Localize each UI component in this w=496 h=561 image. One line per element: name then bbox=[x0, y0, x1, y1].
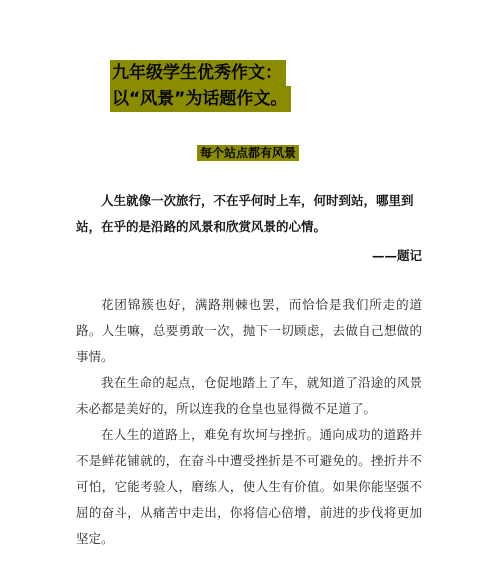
epigraph: 人生就像一次旅行，不在乎何时上车，何时到站，哪里到站，在乎的是沿路的风景和欣赏风景的心情。 bbox=[76, 193, 414, 234]
essay-title-text: 每个站点都有风景 bbox=[197, 145, 299, 161]
paragraph: 在人生的道路上，难免有坎坷与挫折。通向成功的道路并不是鲜花铺就的，在奋斗中遭受挫折是不可避免的。挫折并不可怕，它能考验人，磨练人，使人生有价值。如果你能坚强不屈的奋斗，从痛苦中走出，你将信心倍增，前进的步伐将更加坚定。 bbox=[76, 427, 422, 546]
heading-line-1: 九年级学生优秀作文： bbox=[110, 60, 286, 86]
document-heading bbox=[110, 60, 291, 112]
paragraph: 我在生命的起点，仓促地踏上了车，就知道了沿途的风景未必都是美好的，所以连我的仓皇也显得微不足道了。 bbox=[76, 375, 422, 416]
heading-line-2: 以“风景”为话题作文。 bbox=[110, 86, 291, 112]
epigraph-signature: ——题记 bbox=[371, 248, 422, 263]
essay-body bbox=[76, 292, 422, 552]
paragraph: 花团锦簇也好，满路荆棘也罢，而恰恰是我们所走的道路。人生嘛，总要勇敢一次，抛下一切顾虑，去做自己想做的事情。 bbox=[76, 297, 422, 364]
essay-title bbox=[0, 142, 496, 162]
